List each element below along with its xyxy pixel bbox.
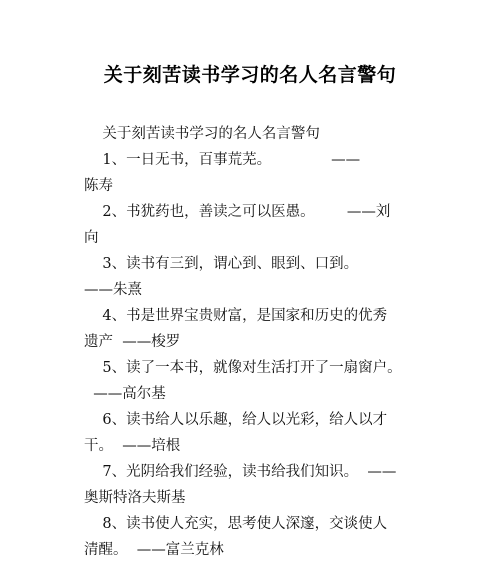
body-line: 关于刻苦读书学习的名人名言警句 xyxy=(84,126,320,142)
body-line: ——朱熹 xyxy=(84,282,142,298)
body-line: 干。 ——培根 xyxy=(84,438,181,454)
document-title: 关于刻苦读书学习的名人名言警句 xyxy=(103,64,397,86)
body-line: 6、读书给人以乐趣，给人以光彩，给人以才 xyxy=(84,412,388,428)
body-line: 奥斯特洛夫斯基 xyxy=(84,490,186,506)
body-line: 5、读了一本书，就像对生活打开了一扇窗户。 xyxy=(84,360,402,376)
body-line: 1、一日无书，百事荒芜。 —— xyxy=(84,152,361,168)
body-line: 向 xyxy=(84,230,99,246)
body-line: ——高尔基 xyxy=(84,386,166,402)
body-line: 清醒。 ——富兰克林 xyxy=(84,542,224,558)
body-line: 4、书是世界宝贵财富，是国家和历史的优秀 xyxy=(84,308,388,324)
body-line: 遗产 ——梭罗 xyxy=(84,334,181,350)
body-line: 8、读书使人充实，思考使人深邃，交谈使人 xyxy=(84,516,388,532)
document-body xyxy=(84,121,420,563)
body-line: 3、读书有三到，谓心到、眼到、口到。 xyxy=(84,256,359,272)
body-line: 2、书犹药也，善读之可以医愚。 ——刘 xyxy=(84,204,391,220)
body-line: 陈寿 xyxy=(84,178,113,194)
body-line: 7、光阴给我们经验，读书给我们知识。 —— xyxy=(84,464,397,480)
